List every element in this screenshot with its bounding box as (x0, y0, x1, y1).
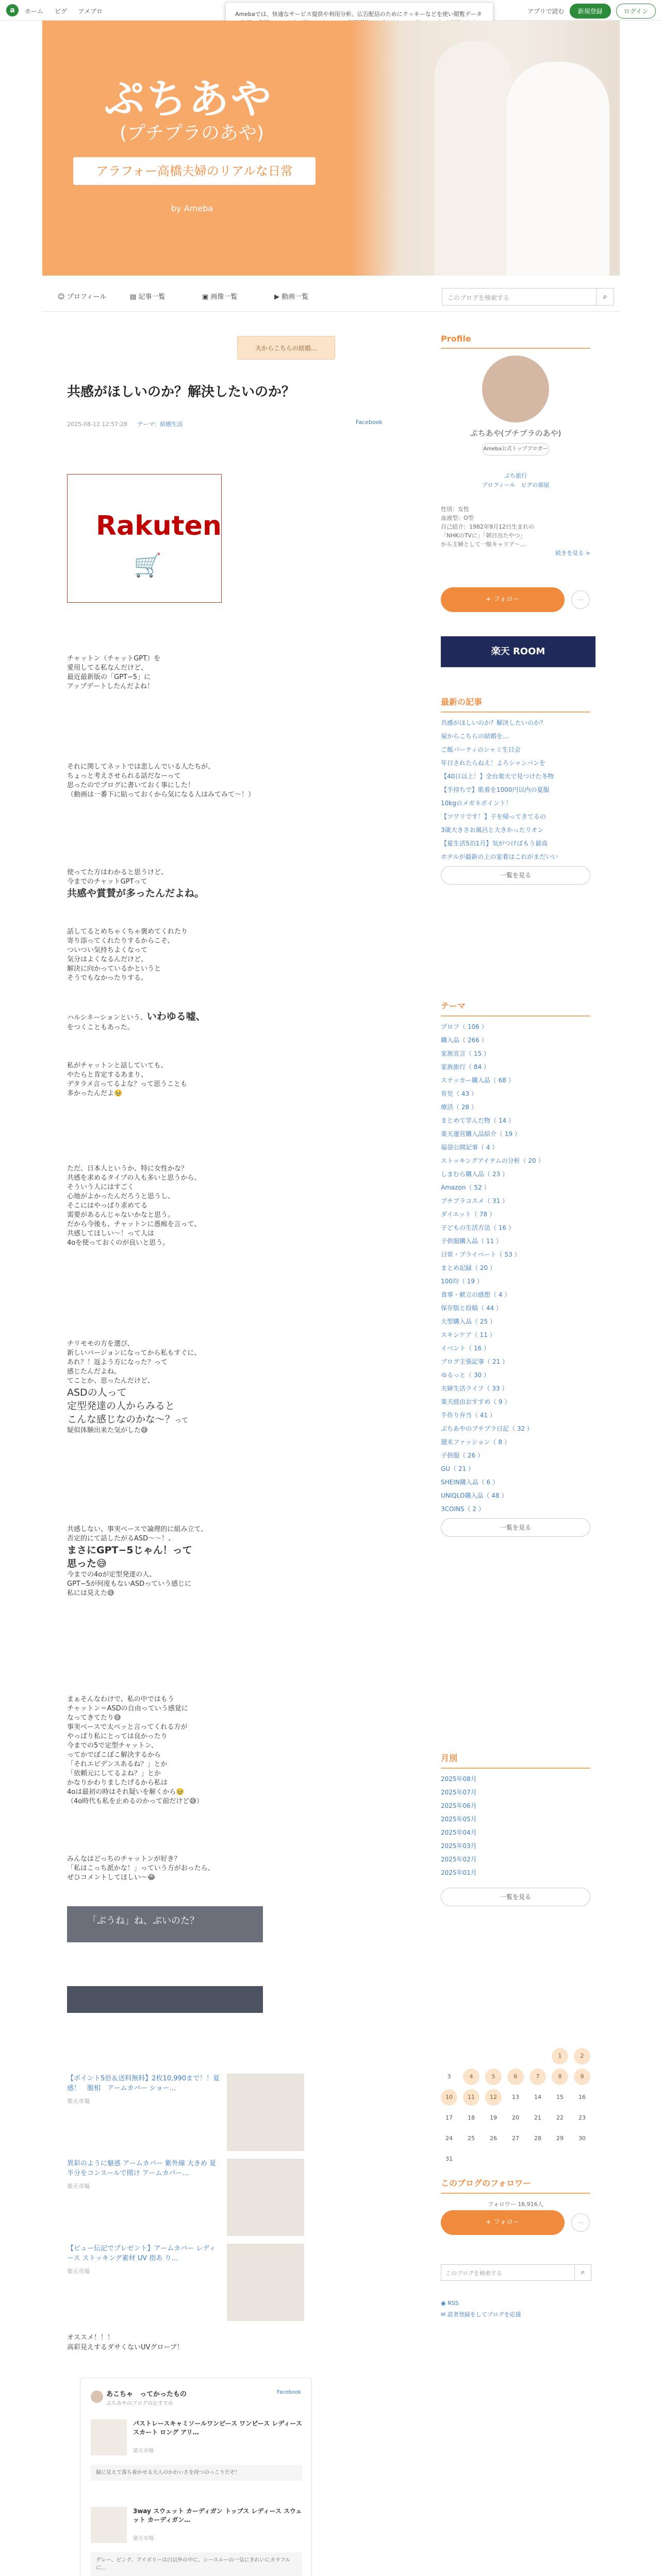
recent-article-link[interactable]: 【ツワリです！】子を帰ってきてるの (441, 813, 547, 820)
recommend-text: オススメ！！！ 高彩見えするダサくないUVグローブ！ (67, 2334, 184, 2351)
embedded-video-2[interactable] (67, 1986, 263, 2013)
recent-see-all-button[interactable]: 一覧を見る (441, 866, 590, 885)
recent-article-link[interactable]: ホテルが最新の上の家着はこれがまだいい (441, 853, 558, 860)
calendar-day[interactable]: 1 (552, 2048, 568, 2064)
theme-link[interactable]: ステッカー購入品（ 68 ） (441, 1077, 515, 1084)
featured-article-link[interactable]: 夫からこちらの結婚… (237, 336, 335, 360)
theme-link[interactable]: 週末ファッション（ 8 ） (441, 1438, 510, 1446)
nav-ameblo[interactable]: アメブロ (78, 8, 103, 15)
theme-link[interactable]: 購入品（ 266 ） (441, 1037, 488, 1044)
by-ameba: by Ameba (171, 204, 213, 213)
calendar-day (529, 2151, 546, 2167)
ameba-logo-icon[interactable]: a (6, 4, 19, 16)
article-theme-label[interactable]: テーマ：結婚生活 (137, 421, 183, 428)
month-see-all-button[interactable]: 一覧を見る (441, 1888, 590, 1906)
product-item-1[interactable]: 【ポイント5倍＆送料無料】2枚10,990まで！！夏感！ 腹相 アームカバー ショー… 楽天市場 (67, 2074, 304, 2106)
theme-link[interactable]: 育児（ 43 ） (441, 1090, 477, 1097)
paragraph-9: 共感しない、事実ベースで論理的に組み立て、 否定的にて話したがるASD〜〜！、 まさにGPT−5じゃん！って 思った😅 今までの4oが定型発達の人、 GPT−5が何度もないASDっていう感じに 私には見えた😅 (67, 1526, 208, 1597)
card-subtitle: ぷちあやのブログのおすすめ (106, 2401, 174, 2406)
calendar-day (574, 2151, 590, 2167)
recent-article-link[interactable]: 共感がほしいのか？解決したいのか？ (441, 719, 547, 726)
month-link[interactable]: 2025年05月 (441, 1816, 477, 1823)
app-download-link[interactable]: アプリで読む (527, 8, 565, 15)
theme-link[interactable]: プチプラコスメ（ 31 ） (441, 1197, 508, 1205)
blog-subtitle: (プチプラのあや) (120, 123, 264, 144)
recent-article-link[interactable]: 【手持ちで】肌着を1000円以内の夏服 (441, 786, 550, 793)
more-options-icon[interactable]: ⋯ (571, 590, 590, 609)
product-item-3[interactable]: 【ビュー伝記でプレゼント】アームカバー レディース ストッキング素材 UV 指あ り… 楽天市場 (67, 2244, 304, 2276)
search-icon[interactable]: ⌕ (597, 288, 614, 306)
video-caption: 「ぷうね」ね、ぷいのた？ (88, 1916, 199, 1926)
link-profile[interactable]: プロフィール (482, 482, 516, 488)
calendar-day[interactable]: 25 (468, 2135, 475, 2142)
profile-more-link[interactable]: 続きを見る > (555, 550, 590, 556)
link-pigg-room[interactable]: ピグの部屋 (521, 482, 550, 488)
theme-link[interactable]: 楽天経由おすすめ（ 9 ） (441, 1398, 511, 1405)
theme-link[interactable]: スキンケア（ 11 ） (441, 1331, 496, 1338)
rakuten-room-ad[interactable]: 楽天 ROOM (441, 636, 595, 667)
calendar-day[interactable]: 15 (556, 2094, 564, 2100)
month-link[interactable]: 2025年02月 (441, 1856, 477, 1863)
theme-link[interactable]: イベント（ 16 ） (441, 1345, 490, 1352)
paragraph-8: チリモモの方を選び、 新しいバージョンになってから私もすぐに、 あれ？！返よう方になった？って 感じたんだよね。 てことか、思ったんだけど、 ASDの人って 定型発達の人からみると こんな感じなのかな〜？って 疑似体験出来た気がした😅 (67, 1340, 201, 1434)
calendar-day[interactable]: 5 (485, 2069, 502, 2085)
profile-heading: Profile (441, 334, 590, 349)
calendar-day (463, 2048, 479, 2064)
recent-article-link[interactable]: 【40日以上！】全台楽天で見つけた冬物 (441, 773, 554, 780)
rakuten-banner[interactable] (67, 474, 222, 603)
theme-link[interactable]: ゆるっと（ 30 ） (441, 1371, 490, 1379)
blog-menu (42, 281, 620, 312)
recent-article-link[interactable]: 年日されたらねえ！よろシャンパンを (441, 759, 545, 767)
calendar (441, 2048, 590, 2172)
link-travel[interactable]: ぷち旅行 (504, 472, 527, 479)
blog-search-input[interactable]: このブログを検索する (442, 288, 597, 306)
month-link[interactable]: 2025年01月 (441, 1869, 477, 1876)
calendar-day[interactable]: 31 (445, 2156, 453, 2162)
calendar-day[interactable]: 4 (463, 2069, 479, 2085)
theme-link[interactable]: UNIQLO購入品（ 48 ） (441, 1492, 508, 1499)
article-title[interactable]: 共感がほしいのか？解決したいのか？ (67, 384, 295, 400)
menu-images[interactable]: ▣ 画像一覧 (202, 293, 238, 301)
paragraph-3: 使ってた方はわかると思うけど、 今までのチャットGPTって 共感や賞賛が多ったんだよね。 (67, 869, 205, 899)
follow-button[interactable]: + フォロー (441, 587, 565, 612)
theme-link[interactable]: 日常・プライベート（ 53 ） (441, 1251, 521, 1258)
theme-see-all-button[interactable]: 一覧を見る (441, 1518, 590, 1537)
theme-link[interactable]: 夫婦生活ライフ（ 33 ） (441, 1385, 508, 1392)
theme-link[interactable]: ブログ主張記事（ 21 ） (441, 1358, 508, 1365)
calendar-day[interactable]: 3 (447, 2073, 451, 2080)
theme-link[interactable]: 福袋公開記事（ 4 ） (441, 1144, 499, 1151)
followers-section: このブログのフォロワー フォロワー 16,916人 (441, 2177, 590, 2208)
theme-link[interactable]: SHEIN購入品（ 6 ） (441, 1479, 499, 1486)
product-item-2[interactable]: 異彩のように魅惑 アームカバー 紫外線 大きめ 夏 半分をコンスールで開け アームカバー… 楽天市場 (67, 2159, 304, 2191)
product-image[interactable] (91, 2507, 127, 2543)
cart-icon: 🛒 (134, 552, 162, 579)
follower-count: 16,916人 (518, 2201, 543, 2208)
month-link[interactable]: 2025年06月 (441, 1802, 477, 1809)
theme-link[interactable]: ぷちあやのプチプラ日記（ 32 ） (441, 1425, 533, 1432)
theme-link[interactable]: ダイエット（ 78 ） (441, 1211, 495, 1218)
theme-link[interactable]: 療活（ 28 ） (441, 1104, 477, 1111)
calendar-day[interactable]: 21 (534, 2114, 541, 2121)
theme-link[interactable]: ストッキングアイテムの分析（ 20 ） (441, 1157, 544, 1164)
recommend-card: あこちゃ ってかったもの ぷちあやのブログのおすすめ Facebook パストレースキャミソールワンピース ワンピース レディース スカート ロング アリ… 楽天市場 鏡に見えて落ち着かせる大人のかわいさを持つのっこりだぞ！ 3way スウェット カーディガン トップス レディース スウェット カーディガン… 楽天市場 グレー、ピンク、アイボリーは白以外の中に、シースルーの一気にきれいにカラフルに… (80, 2378, 312, 2576)
theme-link[interactable]: まとめ記録（ 20 ） (441, 1264, 496, 1272)
rakuten-logo: Rakuten (96, 511, 222, 541)
recent-article-link[interactable]: 3歳大きさお風呂と大きかったリオン (441, 826, 544, 834)
calendar-day (552, 2151, 568, 2167)
theme-link[interactable]: GU（ 21 ） (441, 1465, 474, 1472)
month-link[interactable]: 2025年08月 (441, 1775, 477, 1783)
recent-article-link[interactable]: 10kgのメガネポイント！ (441, 800, 512, 807)
calendar-week (441, 2089, 590, 2106)
calendar-week (441, 2110, 590, 2126)
rss-links (441, 2298, 521, 2320)
calendar-day (507, 2151, 524, 2167)
calendar-day[interactable]: 29 (556, 2135, 564, 2142)
calendar-day[interactable]: 9 (574, 2069, 590, 2085)
recent-article-link[interactable]: ご飯パーティのシャミ生日会 (441, 746, 521, 753)
paragraph-10: まぁそんなわけで、私の中ではもう チャットン＝ASDの自由っていう感覚に なってきてたり😅 事実ベースで太ベッと言ってくれる方が やっぱり私にとっては良かったり 今までの5で定型チャットン、 ってかでぼこぼこ解決するから 「それエビデンスあるね？」とか 「依頼元にしてるよね？」とか かなりかわりましたげるから私は 4oは最初の時はそれ疑いを解くから🥹 （4o時代も私を止めるのかって前だけど😅） (67, 1696, 203, 1805)
calendar-day[interactable]: 28 (534, 2135, 541, 2142)
recent-articles: 最新の記事 共感がほしいのか？解決したいのか？ 屋からこちらの結婚を… ご飯パーティのシャミ生日会 年日されたらねえ！よろシャンパンを 【40日以上！】全台楽天で見つけた冬物 【手持ちで】肌着を1000円以内の夏服 10kgのメガネポイント！ 【ツワリです！】子を帰ってきてるの 3歳大きさお風呂と大きかったリオン 【夏生活5泊1月】気がつけばもう最高 ホテルが最新の上の家着はこれがまだいい 一覧を見る (441, 696, 590, 885)
calendar-week (441, 2069, 590, 2085)
theme-link[interactable]: 手作り弁当（ 41 ） (441, 1412, 496, 1419)
calendar-day[interactable]: 12 (485, 2089, 502, 2106)
bride-figure (506, 62, 609, 276)
theme-link[interactable]: 子供服（ 26 ） (441, 1452, 484, 1459)
rss-link[interactable]: ◉ RSS (441, 2300, 459, 2307)
share-button[interactable]: Facebook (356, 419, 383, 426)
month-link[interactable]: 2025年04月 (441, 1829, 477, 1836)
calendar-day (485, 2151, 502, 2167)
cookie-text: Amebaでは、快適なサービス提供や利用分析、広告配信のためにクッキーなどを使い閲覧データ (235, 11, 482, 18)
calendar-day[interactable]: 17 (445, 2114, 453, 2121)
calendar-day[interactable]: 19 (490, 2114, 497, 2121)
calendar-day (485, 2048, 502, 2064)
paragraph-1: チャットン（チャットGPT）を 愛用してる私なんだけど、 最近最新版の「GPT−5」に アップデートしたんだよね！ (67, 655, 161, 690)
month-link[interactable]: 2025年03月 (441, 1842, 477, 1850)
profile-avatar[interactable] (482, 355, 549, 422)
theme-link[interactable]: 楽天運営購入品紹介（ 19 ） (441, 1130, 521, 1138)
paragraph-5: ハルシネーションという、いわゆる嘘、 をつくこともあった。 (67, 1011, 206, 1031)
calendar-day[interactable]: 11 (463, 2089, 479, 2106)
card-author[interactable]: あこちゃ ってかったもの (106, 2391, 187, 2398)
theme-link[interactable]: 保存版と投稿（ 44 ） (441, 1304, 502, 1312)
calendar-day[interactable]: 14 (534, 2094, 541, 2100)
theme-link[interactable]: 家族旅行（ 84 ） (441, 1063, 490, 1071)
calendar-day[interactable]: 13 (512, 2094, 519, 2100)
login-button[interactable]: ログイン (616, 4, 656, 19)
calendar-week (441, 2151, 590, 2167)
theme-link[interactable]: 子供服購入品（ 11 ） (441, 1238, 502, 1245)
calendar-day (507, 2048, 524, 2064)
card-follow-link[interactable]: Facebook (277, 2389, 301, 2395)
article-meta (67, 420, 183, 428)
calendar-day[interactable]: 22 (556, 2114, 564, 2121)
profile-name[interactable]: ぷちあや(プチプラのあや) (470, 429, 561, 438)
calendar-day[interactable]: 7 (529, 2069, 546, 2085)
calendar-day[interactable]: 10 (441, 2089, 457, 2106)
nav-home[interactable]: ホーム (25, 8, 44, 15)
search-icon[interactable]: ⌕ (575, 2264, 591, 2281)
paragraph-11: みんなはどっちのチャットンが好き？ 「私はこっち派かな！」っていう方がおったら、 ぜひコメントしてほしい〜😂 (67, 1855, 214, 1882)
theme-link[interactable]: しまむら購入品（ 23 ） (441, 1171, 508, 1178)
theme-link[interactable]: 食事・献立の感想（ 4 ） (441, 1291, 511, 1298)
monthly-archive: 月別 2025年08月 2025年07月 2025年06月 2025年05月 2025年04月 2025年03月 2025年02月 2025年01月 一覧を見る (441, 1752, 590, 1906)
menu-videos[interactable]: ▶ 動画一覧 (274, 293, 309, 301)
theme-link[interactable]: 家族宣言（ 15 ） (441, 1050, 490, 1057)
calendar-day[interactable]: 27 (512, 2135, 519, 2142)
month-link[interactable]: 2025年07月 (441, 1789, 477, 1796)
paragraph-4: 話してるとめちゃくちゃ褒めてくれたり 寄り添ってくれたりするからこそ、 ついつい気持ちよくなって 気分はよくなるんだけど、 解決に向かっているかというと そうでもなかったりする。 (67, 928, 188, 982)
blog-header-banner[interactable] (42, 21, 620, 276)
calendar-day[interactable]: 20 (512, 2114, 519, 2121)
product-image[interactable] (227, 2159, 304, 2236)
nav-pigg[interactable]: ピグ (54, 8, 67, 15)
register-button[interactable]: 新規登録 (570, 4, 611, 19)
official-badge: Ameba公式トップブロガー (482, 443, 549, 455)
avatar[interactable] (91, 2391, 103, 2403)
calendar-day (463, 2151, 479, 2167)
subscribe-link[interactable]: ✉ 読者登録をしてブログを応援 (441, 2311, 521, 2318)
profile-links (441, 471, 590, 490)
calendar-day (529, 2048, 546, 2064)
calendar-day[interactable]: 2 (574, 2048, 590, 2064)
paragraph-6: 私がチャットンと話していても、 やたらと肯定するあまり、 デタラメ言ってるよな？って思うことも 多かったんだよ🥹 (67, 1062, 187, 1097)
product-image[interactable] (227, 2074, 304, 2151)
blog-title: ぷちあや (104, 76, 274, 123)
calendar-day[interactable]: 16 (578, 2094, 586, 2100)
calendar-day[interactable]: 8 (552, 2069, 568, 2085)
theme-link[interactable]: まとめて学んだ物（ 14 ） (441, 1117, 515, 1124)
theme-link[interactable]: 大型購入品（ 25 ） (441, 1318, 496, 1325)
theme-link[interactable]: プロフ（ 106 ） (441, 1023, 488, 1030)
sidebar-search-input[interactable]: このブログを検索する (441, 2264, 575, 2281)
theme-link[interactable]: 子どもの生活方法（ 16 ） (441, 1224, 515, 1231)
groom-figure (434, 41, 511, 276)
calendar-day[interactable]: 18 (468, 2114, 475, 2121)
paragraph-7: ただ、日本人というか、特に女性かな？ 共感を求めるタイプの人も多いと思うから、 そういう人にはすごく 心地がよかったんだろうと思うし、 そこにはやっぱり求めてる 需要があるんじゃないかなと思う。 だから今後も、チャットンに愚痴を言って、 共感してほしい〜！って人は 4oを使っておくのが良いと思う。 (67, 1165, 201, 1247)
blog-tagline: アラフォー高橋夫婦のリアルな日常 (73, 157, 316, 185)
theme-list: テーマ プロフ（ 106 ） 購入品（ 266 ） 家族宣言（ 15 ） 家族旅行（ 84 ） ステッカー購入品（ 68 ） 育児（ 43 ） 療活（ 28 ） まとめて学んだ物（ 14 ） 楽天運営購入品紹介（ 19 ） 福袋公開記事（ 4 ） ストッキングアイテムの分析（ 20 ） しまむら購入品（ 23 ） Amazon（ 52 ） プチプラコスメ（ 31 ） ダイエット（ 78 ） 子どもの生活方法（ 16 ） 子供服購入品（ 11 ） 日常・プライベート（ 53 ） まとめ記録（ 20 ） 100均（ 19 ） 食事・献立の感想（ 4 ） 保存版と投稿（ 44 ） 大型購入品（ 25 ） スキンケア（ 11 ） イベント（ 16 ） ブログ主張記事（ 21 ） ゆるっと（ 30 ） 夫婦生活ライフ（ 33 ） 楽天経由おすすめ（ 9 ） 手作り弁当（ 41 ） ぷちあやのプチプラ日記（ 32 ） 週末ファッション（ 8 ） 子供服（ 26 ） GU（ 21 ） SHEIN購入品（ 6 ） UNIQLO購入品（ 48 ） 3COINS（ 2 ） 一覧を見る (441, 999, 590, 1537)
article-date: 2025-08-12 12:57:28 (67, 421, 127, 428)
calendar-day[interactable]: 23 (578, 2114, 586, 2121)
theme-link[interactable]: 100均（ 19 ） (441, 1278, 483, 1285)
calendar-day[interactable]: 24 (445, 2135, 453, 2142)
product-image[interactable] (91, 2419, 127, 2455)
follow-button-2[interactable]: + フォロー (441, 2210, 565, 2235)
menu-articles[interactable]: ▤ 記事一覧 (130, 293, 166, 301)
calendar-day (441, 2048, 457, 2064)
profile-info: 性別：女性 血液型：O型 自己紹介：1982年9月12日生まれの 「NHKのTVに」「朝日出たやつ」 から主婦として一般キャリア〜... 続きを見る > (441, 506, 590, 556)
calendar-week (441, 2130, 590, 2147)
more-options-icon[interactable]: ⋯ (571, 2213, 590, 2232)
theme-link[interactable]: 3COINS（ 2 ） (441, 1505, 485, 1513)
theme-link[interactable]: Amazon（ 52 ） (441, 1184, 490, 1191)
calendar-week (441, 2048, 590, 2064)
calendar-day[interactable]: 6 (507, 2069, 524, 2085)
calendar-day[interactable]: 26 (490, 2135, 497, 2142)
global-nav (25, 7, 112, 15)
recent-article-link[interactable]: 屋からこちらの結婚を… (441, 733, 509, 740)
embedded-video[interactable] (67, 1906, 263, 1942)
paragraph-2: それに関してネットでは悲しんでいる人たちが、 ちょっと考えさせられる話だなーって 思ったのでブログに書いておく事にした！ （動画は一番下に貼っておくから気になる人はみてみて〜！） (67, 763, 255, 799)
menu-profile[interactable]: ☺ プロフィール (58, 293, 107, 301)
product-image[interactable] (227, 2244, 304, 2321)
recent-article-link[interactable]: 【夏生活5泊1月】気がつけばもう最高 (441, 840, 548, 847)
calendar-day[interactable]: 30 (578, 2135, 586, 2142)
